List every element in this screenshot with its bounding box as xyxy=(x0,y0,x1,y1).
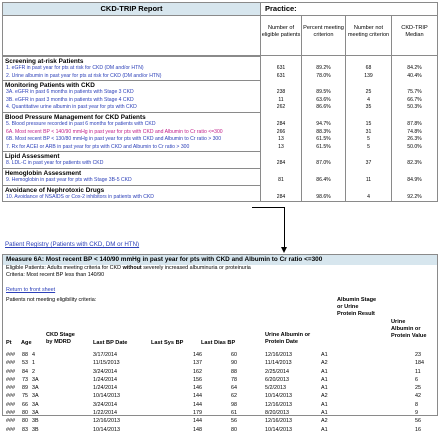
patient-ua-stage: A2 xyxy=(321,393,328,400)
patient-table-body xyxy=(3,351,439,434)
patient-ua-date: 5/2/2013 xyxy=(265,385,286,392)
patient-stage: 2 xyxy=(32,368,35,375)
patient-ua-date: 12/16/2013 xyxy=(265,401,292,408)
not-meeting-count: 4 xyxy=(346,97,392,105)
criteria-description: Criteria: Most recent BP less than 140/90 xyxy=(6,271,105,278)
report-section-header xyxy=(3,56,437,65)
col-pt: Pt xyxy=(6,340,12,346)
percent-meeting: 61.5% xyxy=(302,144,346,152)
eligible-count: 11 xyxy=(261,97,302,105)
measure-link[interactable]: 4. Quantitative urine albumin in past year for pts with CKD xyxy=(3,104,261,112)
patient-stage: 3B xyxy=(32,426,39,433)
patient-bp-date: 11/15/2013 xyxy=(93,360,120,367)
patient-pt: ### xyxy=(6,401,15,408)
patient-pt: ### xyxy=(6,385,15,392)
report-column-headers xyxy=(3,16,437,56)
eligible-count: 262 xyxy=(261,104,302,112)
patient-bp-date: 1/24/2014 xyxy=(93,376,117,383)
eligible-count: 284 xyxy=(261,160,302,168)
callout-arrow-head xyxy=(281,247,287,253)
patient-pt: ### xyxy=(6,426,15,433)
patient-ua-stage: A1 xyxy=(321,401,328,408)
percent-meeting: 86.4% xyxy=(302,177,346,185)
measure-link[interactable]: 6A. Most recent BP < 140/90 mmHg in past year for pts with CKD and Albumin to Cr ratio <=300 xyxy=(3,129,261,137)
patient-row xyxy=(3,384,439,392)
patient-pt: ### xyxy=(6,393,15,400)
percent-meeting: 88.3% xyxy=(302,129,346,137)
patient-sys: 144 xyxy=(193,401,202,408)
col-albumin-stage: Albumin Stage or Urine Protein Result xyxy=(337,297,377,317)
patient-bp-date: 10/14/2013 xyxy=(93,393,120,400)
patient-age: 53 xyxy=(22,360,28,367)
patient-dias: 64 xyxy=(231,385,237,392)
measure-link[interactable]: 6B. Most recent BP < 130/80 mmHg in past year for pts with CKD and Albumin to Cr ratio > 300 xyxy=(3,136,261,144)
patient-dias: 62 xyxy=(231,393,237,400)
patient-ua-value: 6 xyxy=(415,376,418,383)
report-title: CKD-TRIP Report xyxy=(3,3,261,15)
median-value: 92.2% xyxy=(407,193,422,200)
percent-meeting: 89.2% xyxy=(302,65,346,73)
percent-meeting: 98.6% xyxy=(302,194,346,202)
patient-sys: 162 xyxy=(193,368,202,375)
patient-stage: 3A xyxy=(32,376,39,383)
report-measure-row xyxy=(3,97,437,105)
patient-dias: 88 xyxy=(231,368,237,375)
patient-ua-stage: A1 xyxy=(321,368,328,375)
not-meeting-count: 5 xyxy=(346,136,392,144)
median-value: 84.9% xyxy=(407,176,422,183)
not-meeting-count: 31 xyxy=(346,129,392,137)
measure-link[interactable]: 1. eGFR in past year for pts at risk for CKD (DM and/or HTN) xyxy=(3,65,261,73)
patient-dias: 80 xyxy=(231,426,237,433)
patient-ua-date: 12/16/2013 xyxy=(265,352,292,358)
median-value: 74.8% xyxy=(407,128,422,135)
patient-ua-date: 10/14/2013 xyxy=(265,393,292,400)
patient-ua-date: 8/20/2013 xyxy=(265,410,289,417)
patient-dias: 98 xyxy=(231,401,237,408)
not-meeting-count: 11 xyxy=(346,177,392,185)
patient-row xyxy=(3,417,439,425)
patient-ua-value: 9 xyxy=(415,410,418,417)
patient-sys: 146 xyxy=(193,352,202,358)
patient-ua-value: 42 xyxy=(415,393,421,400)
eligible-count: 284 xyxy=(261,194,302,202)
patient-ua-date: 6/20/2013 xyxy=(265,376,289,383)
measure-title: Measure 6A: Most recent BP < 140/90 mmHg in past year for pts with CKD and Albumin to Cr ratio <=300 xyxy=(3,255,437,265)
percent-meeting: 61.5% xyxy=(302,136,346,144)
patient-dias: 78 xyxy=(231,376,237,383)
patient-age: 73 xyxy=(22,376,28,383)
col-urine-date: Urine Albumin or Protein Date xyxy=(265,332,311,345)
eligible-count: 81 xyxy=(261,177,302,185)
percent-meeting: 78.0% xyxy=(302,73,346,81)
section-title: Lipid Assessment xyxy=(3,151,261,160)
col-median: CKD-TRIP Median xyxy=(401,25,428,38)
patient-ua-date: 12/16/2013 xyxy=(265,418,292,425)
patient-row xyxy=(3,359,439,367)
col-eligible: Number of eligible patients xyxy=(261,16,302,55)
practice-label: Practice: xyxy=(261,3,437,15)
measure-link[interactable]: 8. LDL-C in past year for patients with CKD xyxy=(3,160,261,168)
report-section-header xyxy=(3,151,437,160)
not-meeting-count: 35 xyxy=(346,104,392,112)
median-value: 50.0% xyxy=(407,143,422,150)
patient-registry-link[interactable]: Patient Registry (Patients with CKD, DM or HTN) xyxy=(5,241,140,248)
median-value: 87.8% xyxy=(407,120,422,127)
patient-ua-date: 2/25/2014 xyxy=(265,368,289,375)
patient-row xyxy=(3,351,439,359)
report-measure-row xyxy=(3,73,437,81)
section-title: Screening at-risk Patients xyxy=(3,56,261,65)
patient-sys: 156 xyxy=(193,376,202,383)
report-measure-row xyxy=(3,160,437,168)
report-measure-row xyxy=(3,136,437,144)
measure-link[interactable]: 9. Hemoglobin in past year for pts with Stage 3B-5 CKD xyxy=(3,177,261,185)
patient-bp-date: 3/24/2014 xyxy=(93,401,117,408)
col-last-dias-bp: Last Dias BP xyxy=(201,340,236,346)
patient-ua-value: 184 xyxy=(415,360,424,367)
callout-arrow-line xyxy=(252,207,285,208)
report-section-header xyxy=(3,80,437,89)
patient-row xyxy=(3,426,439,434)
report-measure-row xyxy=(3,89,437,97)
patient-pt: ### xyxy=(6,376,15,383)
patient-sys: 144 xyxy=(193,393,202,400)
median-value: 50.3% xyxy=(407,104,422,111)
report-section-header xyxy=(3,168,437,177)
col-last-sys-bp: Last Sys BP xyxy=(151,340,184,346)
patient-ua-stage: A2 xyxy=(321,418,328,425)
col-age: Age xyxy=(21,340,32,346)
eligible-count: 13 xyxy=(261,136,302,144)
not-meeting-count: 68 xyxy=(346,65,392,73)
patient-ua-value: 56 xyxy=(415,418,421,425)
report-measure-row xyxy=(3,121,437,129)
patient-dias: 61 xyxy=(231,410,237,417)
patient-bp-date: 3/17/2014 xyxy=(93,352,117,358)
patient-dias: 56 xyxy=(231,418,237,425)
patient-row xyxy=(3,368,439,376)
col-last-bp-date: Last BP Date xyxy=(93,340,128,346)
patient-pt: ### xyxy=(6,360,15,367)
patient-stage: 4 xyxy=(32,352,35,358)
not-meeting-count: 5 xyxy=(346,144,392,152)
section-title: Avoidance of Nephrotoxic Drugs xyxy=(3,185,261,194)
report-measure-row xyxy=(3,144,437,152)
col-urine-value: Urine Albumin or Protein Value xyxy=(391,319,427,339)
not-meeting-count: 4 xyxy=(346,194,392,202)
patient-age: 84 xyxy=(22,368,28,375)
section-title: Hemoglobin Assessment xyxy=(3,168,261,177)
col-not-meeting: Number not meeting criterion xyxy=(346,16,392,55)
report-body xyxy=(3,56,437,201)
median-value: 40.4% xyxy=(407,72,422,79)
patient-ua-value: 8 xyxy=(415,401,418,408)
patient-table-header xyxy=(3,296,439,350)
patient-ua-stage: A1 xyxy=(321,410,328,417)
eligible-count: 631 xyxy=(261,73,302,81)
col-ckd-stage: CKD Stage by MDRD xyxy=(46,332,75,345)
not-meeting-count: 37 xyxy=(346,160,392,168)
section-title: Monitoring Patients with CKD xyxy=(3,80,261,89)
patient-sys: 144 xyxy=(193,418,202,425)
patient-sys: 148 xyxy=(193,426,202,433)
percent-meeting: 89.5% xyxy=(302,89,346,97)
patient-stage: 3B xyxy=(32,418,39,425)
patient-stage: 3A xyxy=(32,410,39,417)
patient-ua-value: 25 xyxy=(415,385,421,392)
patient-bp-date: 10/14/2013 xyxy=(93,426,120,433)
report-section-header xyxy=(3,112,437,121)
patient-ua-stage: A1 xyxy=(321,376,328,383)
report-measure-row xyxy=(3,65,437,73)
patient-ua-stage: A2 xyxy=(321,360,328,367)
percent-meeting: 87.0% xyxy=(302,160,346,168)
patient-ua-stage: A1 xyxy=(321,352,328,358)
report-measure-row xyxy=(3,194,437,202)
patient-bp-date: 1/22/2014 xyxy=(93,410,117,417)
patient-row xyxy=(3,376,439,384)
eligible-description: Eligible Patients: Adults meeting criteria for CKD without severely increased albuminuria or proteinuria xyxy=(6,265,251,271)
patient-pt: ### xyxy=(6,410,15,417)
report-measure-row xyxy=(3,104,437,112)
ckd-trip-report xyxy=(2,2,438,202)
patient-ua-value: 16 xyxy=(415,426,421,433)
patient-dias: 60 xyxy=(231,352,237,358)
patient-stage: 1 xyxy=(32,360,35,367)
patient-age: 89 xyxy=(22,385,28,392)
not-meeting-count: 15 xyxy=(346,121,392,129)
not-meeting-count: 25 xyxy=(346,89,392,97)
measure-link[interactable]: 3B. eGFR in past 3 months in patients with Stage 4 CKD xyxy=(3,97,261,105)
return-to-front-sheet-link[interactable]: Return to front sheet xyxy=(6,287,56,294)
report-section-header xyxy=(3,185,437,194)
patient-age: 66 xyxy=(22,401,28,408)
patient-row xyxy=(3,409,439,417)
patient-age: 75 xyxy=(22,393,28,400)
col-percent: Percent meeting criterion xyxy=(302,16,346,55)
patient-row xyxy=(3,401,439,409)
patient-ua-value: 23 xyxy=(415,352,421,358)
patient-stage: 3A xyxy=(32,385,39,392)
patient-dias: 90 xyxy=(231,360,237,367)
median-value: 75.7% xyxy=(407,89,422,96)
eligible-count: 266 xyxy=(261,129,302,137)
patient-bp-date: 1/24/2014 xyxy=(93,385,117,392)
report-measure-row xyxy=(3,129,437,137)
patient-ua-stage: A1 xyxy=(321,385,328,392)
patient-pt: ### xyxy=(6,352,15,358)
percent-meeting: 63.6% xyxy=(302,97,346,105)
measure-link[interactable]: 10. Avoidance of NSAIDS or Cox-2 inhibitors in patients with CKD xyxy=(3,194,261,202)
eligible-count: 13 xyxy=(261,144,302,152)
eligible-count: 284 xyxy=(261,121,302,129)
median-value: 66.7% xyxy=(407,96,422,103)
patient-age: 88 xyxy=(22,352,28,358)
measure-link[interactable]: 2. Urine albumin in past year for pts at risk for CKD (DM and/or HTN) xyxy=(3,73,261,81)
patient-ua-date: 10/14/2013 xyxy=(265,426,292,433)
patient-sys: 137 xyxy=(193,360,202,367)
report-header xyxy=(3,3,437,16)
patient-pt: ### xyxy=(6,368,15,375)
patient-sys: 146 xyxy=(193,385,202,392)
percent-meeting: 86.6% xyxy=(302,104,346,112)
measure-link[interactable]: 7. Rx for ACEI or ARB in past year for pts with CKD and Albumin to Cr ratio > 300 xyxy=(3,144,261,152)
patient-stage: 3A xyxy=(32,401,39,408)
percent-meeting: 94.7% xyxy=(302,121,346,129)
eligible-count: 238 xyxy=(261,89,302,97)
patient-row xyxy=(3,392,439,400)
patient-age: 80 xyxy=(22,410,28,417)
eligible-count: 631 xyxy=(261,65,302,73)
measure-link[interactable]: 5. Blood pressure recorded in past 6 months for patients with CKD xyxy=(3,121,261,129)
measure-link[interactable]: 3A. eGFR in past 6 months in patients with Stage 3 CKD xyxy=(3,89,261,97)
patient-ua-stage: A1 xyxy=(321,426,328,433)
patient-bp-date: 12/16/2013 xyxy=(93,418,120,425)
not-meeting-count: 139 xyxy=(346,73,392,81)
patient-bp-date: 3/24/2014 xyxy=(93,368,117,375)
patient-age: 83 xyxy=(22,426,28,433)
median-value: 82.3% xyxy=(407,160,422,167)
callout-arrow-line xyxy=(284,207,285,249)
report-measure-row xyxy=(3,177,437,185)
median-value: 84.2% xyxy=(407,65,422,71)
patient-ua-date: 11/14/2013 xyxy=(265,360,292,367)
patient-sys: 179 xyxy=(193,410,202,417)
patient-pt: ### xyxy=(6,418,15,425)
section-title: Blood Pressure Management for CKD Patients xyxy=(3,112,261,121)
patient-ua-value: 11 xyxy=(415,368,421,375)
not-meeting-label: Patients not meeting eligibility criteria: xyxy=(6,297,97,304)
median-value: 26.3% xyxy=(407,136,422,143)
patient-age: 80 xyxy=(22,418,28,425)
patient-stage: 3A xyxy=(32,393,39,400)
measure-detail-panel xyxy=(2,254,438,433)
